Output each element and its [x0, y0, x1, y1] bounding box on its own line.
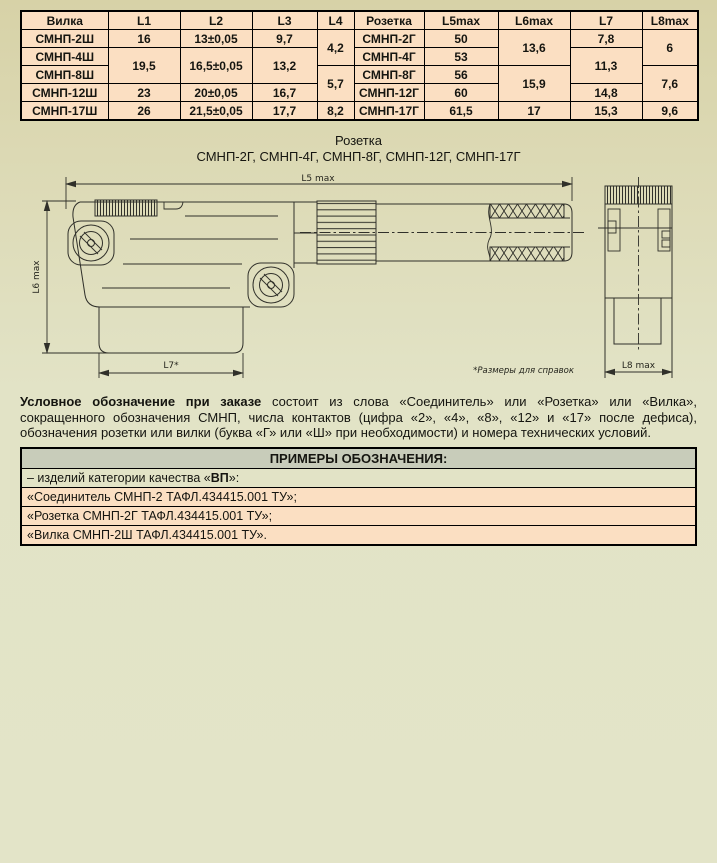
col-header-l6max: L6max [498, 11, 570, 30]
cell-l1-merged: 19,5 [108, 48, 180, 84]
dimension-l8 [605, 361, 672, 372]
knurl-grip [95, 200, 157, 216]
caption-line2: СМНП-2Г, СМНП-4Г, СМНП-8Г, СМНП-12Г, СМНП-17Г [196, 149, 521, 164]
braid-top [490, 204, 564, 218]
cell-l4-merged: 4,2 [317, 30, 354, 66]
category-vp: ВП [210, 470, 229, 485]
cell-plug: СМНП-8Ш [21, 66, 108, 84]
examples-category [21, 468, 696, 487]
col-header-plug: Вилка [21, 11, 108, 30]
cell-l5: 56 [424, 66, 498, 84]
cell-socket: СМНП-2Г [354, 30, 424, 48]
connector-drawing-svg [18, 169, 698, 381]
examples-title: ПРИМЕРЫ ОБОЗНАЧЕНИЯ: [21, 448, 696, 469]
cell-l1: 23 [108, 84, 180, 102]
cell-l8: 9,6 [642, 102, 698, 121]
example-row [21, 487, 696, 506]
cell-l3: 16,7 [252, 84, 317, 102]
cell-l6-merged: 13,6 [498, 30, 570, 66]
mating-block [99, 307, 243, 353]
table-row-smnp4 [21, 48, 698, 66]
cell-l3: 17,7 [252, 102, 317, 121]
cell-l7-merged: 11,3 [570, 48, 642, 84]
cell-l4: 8,2 [317, 102, 354, 121]
cell-l5: 61,5 [424, 102, 498, 121]
dimensions-table [20, 10, 699, 121]
side-view-body [68, 200, 294, 307]
examples-title-row [21, 448, 696, 469]
col-header-l7: L7 [570, 11, 642, 30]
cell-l5: 53 [424, 48, 498, 66]
example-item-plug: «Вилка СМНП-2Ш ТАФЛ.434415.001 ТУ». [21, 525, 696, 545]
col-header-socket: Розетка [354, 11, 424, 30]
ordering-lead: Условное обозначение при заказе [20, 394, 262, 409]
cell-l8-merged: 7,6 [642, 66, 698, 102]
ordering-text [20, 394, 697, 441]
braid-bottom [490, 247, 564, 261]
col-header-l5max: L5max [424, 11, 498, 30]
col-header-l2: L2 [180, 11, 252, 30]
cell-l2: 21,5±0,05 [180, 102, 252, 121]
cell-l8-merged: 6 [642, 30, 698, 66]
col-header-l4: L4 [317, 11, 354, 30]
category-prefix: – изделий категории качества « [27, 470, 211, 485]
screw-bottom-right [253, 267, 289, 303]
table-header-row [21, 11, 698, 30]
reference-note: *Размеры для справок [473, 366, 574, 376]
screw-top-left [73, 225, 109, 261]
l6-max-label: L6 max [32, 260, 42, 294]
example-row [21, 525, 696, 545]
cell-socket: СМНП-12Г [354, 84, 424, 102]
cell-l2: 20±0,05 [180, 84, 252, 102]
cell-socket: СМНП-17Г [354, 102, 424, 121]
cell-l6-merged: 15,9 [498, 66, 570, 102]
cell-l2: 13±0,05 [180, 30, 252, 48]
l5-max-label: L5 max [301, 174, 335, 184]
cell-l7: 14,8 [570, 84, 642, 102]
mating-block-front [614, 298, 661, 344]
cell-l1: 16 [108, 30, 180, 48]
cell-socket: СМНП-4Г [354, 48, 424, 66]
cell-l7: 7,8 [570, 30, 642, 48]
cell-l1: 26 [108, 102, 180, 121]
screw-pocket-bottom-right [248, 263, 294, 307]
category-suffix: »: [228, 470, 240, 485]
dimension-l7 [99, 353, 243, 378]
drawing-caption [20, 133, 697, 165]
example-item-connector: «Соединитель СМНП-2 ТАФЛ.434415.001 ТУ»; [21, 487, 696, 506]
cell-socket: СМНП-8Г [354, 66, 424, 84]
examples-category-row [21, 468, 696, 487]
cell-l3-merged: 13,2 [252, 48, 317, 84]
ordering-body: состоит из слова «Соединитель» или «Розетка» или «Вилка», сокращенного обозначения СМНП, числа контактов (цифра «2», «4», «8», «12» и «17» после дефиса), обозначения розетки или вилки (буква «Г» или «Ш» при необходимости) и номера технических условий. [20, 394, 697, 441]
latch-right [658, 209, 670, 251]
body-contour-lines [102, 216, 278, 288]
cell-l6: 17 [498, 102, 570, 121]
cell-plug: СМНП-12Ш [21, 84, 108, 102]
example-item-socket: «Розетка СМНП-2Г ТАФЛ.434415.001 ТУ»; [21, 506, 696, 525]
cell-l7: 15,3 [570, 102, 642, 121]
l8-max-label: L8 max [621, 361, 656, 371]
l7-label: L7* [163, 361, 179, 371]
col-header-l8max: L8max [642, 11, 698, 30]
table-row-smnp2 [21, 30, 698, 48]
caption-line1: Розетка [335, 133, 382, 148]
technical-drawing [18, 169, 697, 386]
dimension-l6 [32, 201, 125, 353]
cell-plug: СМНП-4Ш [21, 48, 108, 66]
col-header-l3: L3 [252, 11, 317, 30]
cell-l2-merged: 16,5±0,05 [180, 48, 252, 84]
table-row-smnp17 [21, 102, 698, 121]
examples-table [20, 447, 697, 546]
cell-l4-merged: 5,7 [317, 66, 354, 102]
cell-l5: 60 [424, 84, 498, 102]
example-row [21, 506, 696, 525]
cell-l5: 50 [424, 30, 498, 48]
col-header-l1: L1 [108, 11, 180, 30]
cell-plug: СМНП-2Ш [21, 30, 108, 48]
front-view-body [598, 177, 672, 378]
cell-l3: 9,7 [252, 30, 317, 48]
table-row-smnp12 [21, 84, 698, 102]
latch-left [608, 209, 620, 251]
cell-plug: СМНП-17Ш [21, 102, 108, 121]
